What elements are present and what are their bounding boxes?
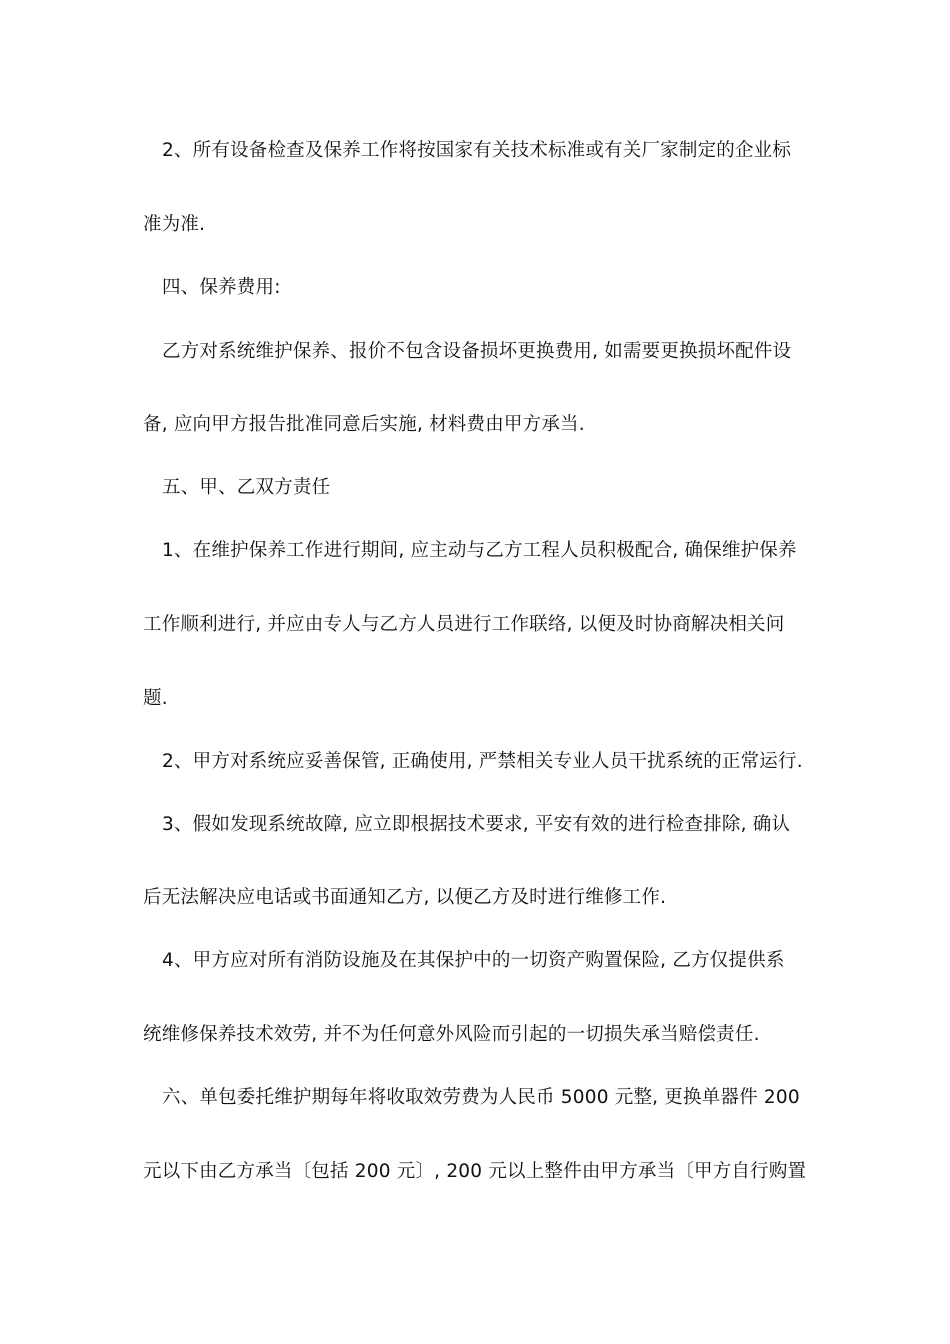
section-5-item-1-line-3: 题. — [143, 688, 168, 709]
section-6-line-1: 六、单包委托维护期每年将收取效劳费为人民币 5000 元整, 更换单器件 200 — [162, 1087, 800, 1108]
section-4-heading: 四、保养费用: — [162, 277, 281, 298]
section-5-item-1-line-2: 工作顺利进行, 并应由专人与乙方人员进行工作联络, 以便及时协商解决相关问 — [143, 614, 785, 635]
section-5-item-2: 2、甲方对系统应妥善保管, 正确使用, 严禁相关专业人员干扰系统的正常运行. — [162, 751, 803, 772]
section-6-line-2: 元以下由乙方承当〔包括 200 元〕, 200 元以上整件由甲方承当〔甲方自行购置 — [143, 1161, 807, 1182]
section-5-item-1-line-1: 1、在维护保养工作进行期间, 应主动与乙方工程人员积极配合, 确保维护保养 — [162, 540, 797, 561]
section-5-item-3-line-2: 后无法解决应电话或书面通知乙方, 以便乙方及时进行维修工作. — [143, 887, 667, 908]
section-5-heading: 五、甲、乙双方责任 — [162, 477, 331, 498]
section-5-item-4-line-1: 4、甲方应对所有消防设施及在其保护中的一切资产购置保险, 乙方仅提供系 — [162, 950, 785, 971]
section-5-item-3-line-1: 3、假如发现系统故障, 应立即根据技术要求, 平安有效的进行检查排除, 确认 — [162, 814, 791, 835]
section-4-para-line-2: 备, 应向甲方报告批准同意后实施, 材料费由甲方承当. — [143, 414, 585, 435]
section-4-para-line-1: 乙方对系统维护保养、报价不包含设备损坏更换费用, 如需要更换损坏配件设 — [162, 341, 792, 362]
clause-2-line-1: 2、所有设备检查及保养工作将按国家有关技术标准或有关厂家制定的企业标 — [162, 140, 792, 161]
section-5-item-4-line-2: 统维修保养技术效劳, 并不为任何意外风险而引起的一切损失承当赔偿责任. — [143, 1024, 760, 1045]
clause-2-line-2: 准为准. — [143, 214, 206, 235]
